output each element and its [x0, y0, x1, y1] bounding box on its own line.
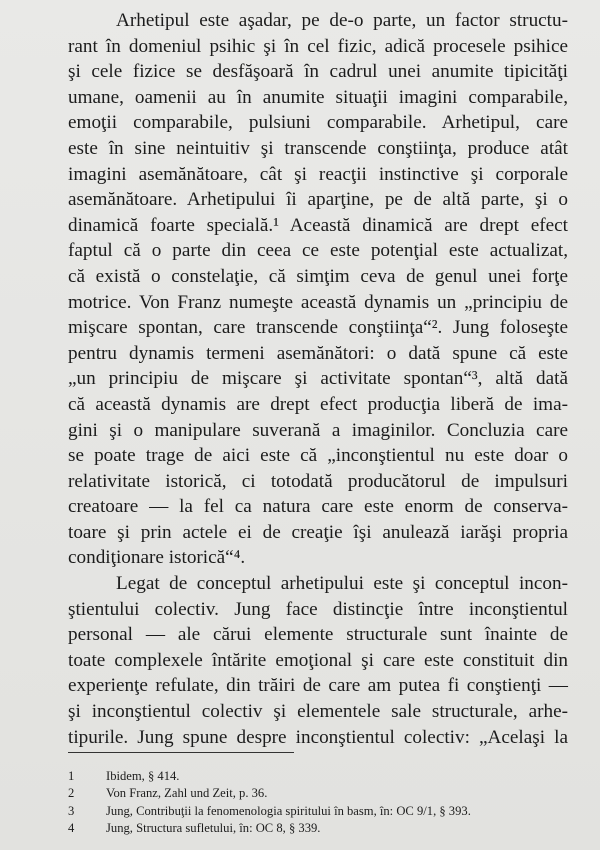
- text-line: ştientului colectiv. Jung face distincţie între inconştientul: [68, 598, 568, 620]
- text-line: rant în domeniul psihic şi în cel fizic, adică procesele psihice: [68, 35, 568, 57]
- body-text: [68, 8, 568, 750]
- footnotes: [68, 768, 568, 837]
- footnote-text: Jung, Contribuţii la fenomenologia spiritului în basm, în: OC 9/1, § 393.: [106, 803, 471, 818]
- text-line: tipurile. Jung spune despre inconştientul colectiv: „Acelaşi la: [68, 726, 568, 748]
- text-line: emoţii comparabile, pulsiuni comparabile. Arhetipul, care: [68, 112, 568, 134]
- text-line: asemănătoare. Arhetipului îi aparţine, pe de altă parte, şi o: [68, 189, 568, 211]
- text-line: gini şi o manipulare suverană a imaginilor. Concluzia care: [68, 419, 568, 441]
- footnote: [68, 785, 568, 802]
- text-line: se poate trage de aici este că „inconştientul nu este doar o: [68, 445, 568, 467]
- text-line: creatoare — la fel ca natura care este enorm de conserva-: [68, 496, 568, 518]
- text-line: condiţionare istorică“⁴.: [68, 547, 246, 569]
- footnote: [68, 803, 568, 820]
- text-line: personal — ale cărui elemente structurale sunt înainte de: [68, 624, 568, 646]
- text-line: şi inconştientul colectiv şi elementele sale structurale, arhe-: [68, 701, 568, 723]
- text-line: mişcare spontan, care transcende conştiinţa“². Jung foloseşte: [68, 317, 568, 339]
- text-line: dinamică foarte specială.¹ Această dinamică are drept efect: [68, 214, 568, 236]
- footnote-number: 1: [68, 769, 75, 783]
- text-line: imagini asemănătoare, cât şi reacţii instinctive şi corporale: [68, 163, 568, 185]
- text-line: toare şi prin actele ei de creaţie îşi anulează iarăşi propria: [68, 521, 568, 543]
- footnote-text: Ibidem, § 414.: [106, 769, 180, 783]
- text-line: Legat de conceptul arhetipului este şi conceptul incon-: [116, 573, 568, 595]
- text-line: faptul că o parte din ceea ce este potenţial este actualizat,: [68, 240, 568, 262]
- footnote: [68, 768, 568, 785]
- text-line: pentru dynamis termeni asemănători: o dată spune că este: [68, 342, 568, 364]
- text-line: umane, oamenii au în anumite situaţii imagini comparabile,: [68, 86, 568, 108]
- footnote-number: 3: [68, 803, 75, 818]
- text-line: că această dynamis are drept efect producţia liberă de ima-: [68, 393, 568, 415]
- text-line: motrice. Von Franz numeşte această dynamis un „principiu de: [68, 291, 568, 313]
- text-line: „un principiu de mişcare şi activitate spontan“³, altă dată: [68, 368, 568, 390]
- footnote-text: Von Franz, Zahl und Zeit, p. 36.: [106, 786, 268, 801]
- text-line: este în sine neintuitiv şi transcende conştiinţa, produce atât: [68, 137, 568, 159]
- footnote-text: Jung, Structura sufletului, în: OC 8, § 339.: [106, 820, 321, 835]
- footnote: [68, 820, 568, 837]
- text-line: Arhetipul este aşadar, pe de-o parte, un factor structu-: [116, 10, 568, 31]
- footnote-divider: [68, 752, 294, 753]
- footnote-number: 2: [68, 786, 75, 801]
- text-line: relativitate istorică, ci totodată producătorul de impulsuri: [68, 470, 568, 492]
- text-line: experienţe refulate, din trăiri de care am putea fi conştienţi —: [68, 675, 568, 697]
- footnote-number: 4: [68, 820, 75, 835]
- text-line: că există o constelaţie, că simţim ceva de genul unei forţe: [68, 265, 568, 287]
- text-line: toate complexele întărite emoţional şi care este constituit din: [68, 649, 568, 671]
- text-line: şi cele fizice se desfăşoară în cadrul unei anumite tipicităţi: [68, 61, 568, 83]
